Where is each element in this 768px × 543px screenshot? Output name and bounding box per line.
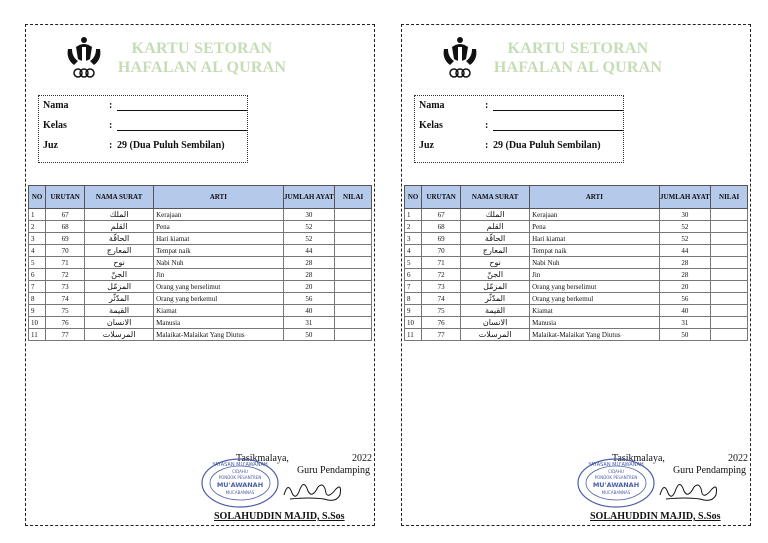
- signature-place: Tasikmalaya,: [236, 453, 289, 464]
- table-header-row: [405, 186, 748, 209]
- kelas-colon: :: [485, 120, 489, 131]
- stamp-icon: [200, 457, 280, 509]
- table-row: [405, 209, 748, 221]
- row-urutan: 76: [46, 317, 85, 329]
- row-arti: Nabi Nuh: [530, 257, 659, 269]
- signature-name: SOLAHUDDIN MAJID, S.Sos: [590, 511, 721, 522]
- stamp-ring-text: YAYASAN MU'AWANAH: [588, 462, 644, 468]
- row-nama-surat: المرسلات: [461, 329, 530, 341]
- row-nilai-cell[interactable]: [711, 245, 748, 257]
- row-no: 7: [29, 281, 46, 293]
- signature-place: Tasikmalaya,: [612, 453, 665, 464]
- table-row: [405, 269, 748, 281]
- nama-field[interactable]: [493, 110, 623, 111]
- row-nilai-cell[interactable]: [335, 329, 372, 341]
- row-urutan: 75: [422, 305, 461, 317]
- row-no: 6: [29, 269, 46, 281]
- row-no: 7: [405, 281, 422, 293]
- row-arti: Kerajaan: [154, 209, 283, 221]
- signature-scribble-icon: [656, 477, 726, 503]
- table-row: [405, 221, 748, 233]
- row-nilai-cell[interactable]: [335, 281, 372, 293]
- juz-colon: :: [485, 140, 489, 151]
- header-no: NO: [29, 186, 46, 209]
- row-jumlah-ayat: 52: [283, 221, 335, 233]
- row-no: 2: [29, 221, 46, 233]
- row-urutan: 72: [46, 269, 85, 281]
- row-arti: Kiamat: [530, 305, 659, 317]
- row-urutan: 69: [46, 233, 85, 245]
- row-urutan: 74: [422, 293, 461, 305]
- row-jumlah-ayat: 20: [659, 281, 711, 293]
- row-arti: Pena: [154, 221, 283, 233]
- table-row: [405, 305, 748, 317]
- row-urutan: 73: [46, 281, 85, 293]
- table-row: [405, 281, 748, 293]
- row-arti: Hari kiamat: [154, 233, 283, 245]
- row-nama-surat: القلم: [461, 221, 530, 233]
- card-title: [112, 39, 292, 77]
- row-nilai-cell[interactable]: [335, 305, 372, 317]
- juz-value: 29 (Dua Puluh Sembilan): [117, 140, 225, 151]
- nama-colon: :: [109, 100, 113, 111]
- table-row: [29, 329, 372, 341]
- row-jumlah-ayat: 31: [283, 317, 335, 329]
- row-arti: Orang yang berselimut: [530, 281, 659, 293]
- row-nilai-cell[interactable]: [335, 209, 372, 221]
- signature-role: Guru Pendamping: [296, 465, 370, 476]
- row-urutan: 71: [422, 257, 461, 269]
- row-jumlah-ayat: 52: [659, 233, 711, 245]
- row-nama-surat: المعارج: [461, 245, 530, 257]
- row-nilai-cell[interactable]: [711, 257, 748, 269]
- row-nilai-cell[interactable]: [335, 257, 372, 269]
- row-arti: Orang yang berkemul: [154, 293, 283, 305]
- row-arti: Tempat naik: [530, 245, 659, 257]
- row-urutan: 77: [46, 329, 85, 341]
- row-arti: Malaikat-Malaikat Yang Diutus: [530, 329, 659, 341]
- signature-role: Guru Pendamping: [672, 465, 746, 476]
- row-nama-surat: الانسان: [85, 317, 154, 329]
- row-urutan: 67: [46, 209, 85, 221]
- row-arti: Manusia: [530, 317, 659, 329]
- table-row: [405, 329, 748, 341]
- table-row: [405, 245, 748, 257]
- stamp-center-text: MU'AWANAH: [592, 481, 640, 489]
- nama-label: Nama: [419, 100, 445, 111]
- nama-label: Nama: [43, 100, 69, 111]
- row-arti: Nabi Nuh: [154, 257, 283, 269]
- table-row: [29, 293, 372, 305]
- row-urutan: 70: [46, 245, 85, 257]
- stamp-top-line: CIDAHU: [608, 469, 624, 474]
- stamp-middle-line: PONDOK PESANTREN: [218, 475, 262, 480]
- row-jumlah-ayat: 40: [283, 305, 335, 317]
- table-row: [29, 317, 372, 329]
- stamp-top-line: CIDAHU: [232, 469, 248, 474]
- row-urutan: 75: [46, 305, 85, 317]
- row-urutan: 77: [422, 329, 461, 341]
- emblem-icon: [64, 35, 104, 81]
- card-left: [25, 24, 375, 526]
- row-nilai-cell[interactable]: [335, 269, 372, 281]
- row-no: 5: [405, 257, 422, 269]
- row-no: 3: [29, 233, 46, 245]
- row-urutan: 67: [422, 209, 461, 221]
- row-urutan: 70: [422, 245, 461, 257]
- surah-table: [404, 185, 748, 341]
- table-row: [405, 317, 748, 329]
- row-no: 8: [29, 293, 46, 305]
- row-nama-surat: نوح: [461, 257, 530, 269]
- row-no: 1: [29, 209, 46, 221]
- row-arti: Orang yang berkemul: [530, 293, 659, 305]
- table-body: [405, 209, 748, 341]
- table-row: [405, 293, 748, 305]
- kelas-field[interactable]: [117, 130, 247, 131]
- row-no: 11: [29, 329, 46, 341]
- title-line-1: KARTU SETORAN: [131, 40, 273, 57]
- row-arti: Malaikat-Malaikat Yang Diutus: [154, 329, 283, 341]
- row-jumlah-ayat: 52: [659, 221, 711, 233]
- stamp-ring-text: YAYASAN MU'AWANAH: [212, 462, 268, 468]
- row-urutan: 73: [422, 281, 461, 293]
- table-row: [29, 281, 372, 293]
- row-no: 8: [405, 293, 422, 305]
- row-no: 4: [29, 245, 46, 257]
- row-jumlah-ayat: 56: [659, 293, 711, 305]
- row-arti: Hari kiamat: [530, 233, 659, 245]
- row-nilai-cell[interactable]: [335, 317, 372, 329]
- row-nama-surat: الملك: [461, 209, 530, 221]
- row-nama-surat: المزمّل: [85, 281, 154, 293]
- header-urutan: URUTAN: [422, 186, 461, 209]
- table-header-row: [29, 186, 372, 209]
- row-nilai-cell[interactable]: [711, 281, 748, 293]
- row-jumlah-ayat: 28: [283, 269, 335, 281]
- row-nilai-cell[interactable]: [711, 209, 748, 221]
- row-arti: Pena: [530, 221, 659, 233]
- table-row: [29, 233, 372, 245]
- juz-label: Juz: [419, 140, 434, 151]
- title-line-1: KARTU SETORAN: [507, 40, 649, 57]
- title-line-2: HAFALAN AL QURAN: [117, 59, 287, 76]
- row-nilai-cell[interactable]: [711, 293, 748, 305]
- row-nama-surat: القلم: [85, 221, 154, 233]
- row-nama-surat: الحاقّة: [85, 233, 154, 245]
- row-urutan: 71: [46, 257, 85, 269]
- row-nama-surat: القيمة: [461, 305, 530, 317]
- row-arti: Kerajaan: [530, 209, 659, 221]
- header-nilai: NILAI: [335, 186, 372, 209]
- row-nilai-cell[interactable]: [711, 305, 748, 317]
- row-jumlah-ayat: 20: [283, 281, 335, 293]
- row-nilai-cell[interactable]: [711, 221, 748, 233]
- signature-year: 2022: [728, 453, 748, 464]
- row-jumlah-ayat: 44: [283, 245, 335, 257]
- row-jumlah-ayat: 30: [283, 209, 335, 221]
- row-nama-surat: الانسان: [461, 317, 530, 329]
- table-row: [29, 305, 372, 317]
- row-no: 10: [29, 317, 46, 329]
- row-no: 10: [405, 317, 422, 329]
- row-jumlah-ayat: 28: [283, 257, 335, 269]
- signature-scribble-icon: [280, 477, 350, 503]
- row-no: 9: [29, 305, 46, 317]
- row-nama-surat: القيمة: [85, 305, 154, 317]
- student-info-box: [414, 95, 624, 163]
- row-no: 11: [405, 329, 422, 341]
- juz-label: Juz: [43, 140, 58, 151]
- row-nama-surat: المدّثّر: [85, 293, 154, 305]
- row-arti: Tempat naik: [154, 245, 283, 257]
- row-arti: Jin: [530, 269, 659, 281]
- table-row: [405, 257, 748, 269]
- stamp-icon: [576, 457, 656, 509]
- row-nama-surat: الحاقّة: [461, 233, 530, 245]
- row-arti: Orang yang berselimut: [154, 281, 283, 293]
- header-nama-surat: NAMA SURAT: [85, 186, 154, 209]
- table-row: [29, 269, 372, 281]
- row-nama-surat: المعارج: [85, 245, 154, 257]
- juz-colon: :: [109, 140, 113, 151]
- row-nilai-cell[interactable]: [711, 233, 748, 245]
- header-arti: ARTI: [154, 186, 283, 209]
- row-jumlah-ayat: 56: [283, 293, 335, 305]
- nama-colon: :: [485, 100, 489, 111]
- table-row: [29, 245, 372, 257]
- row-nilai-cell[interactable]: [335, 245, 372, 257]
- header-nama-surat: NAMA SURAT: [461, 186, 530, 209]
- stamp-middle-line: PONDOK PESANTREN: [594, 475, 638, 480]
- row-nama-surat: الجنّ: [461, 269, 530, 281]
- row-nilai-cell[interactable]: [335, 293, 372, 305]
- row-no: 9: [405, 305, 422, 317]
- table-body: [29, 209, 372, 341]
- row-arti: Jin: [154, 269, 283, 281]
- kelas-label: Kelas: [419, 120, 443, 131]
- row-no: 3: [405, 233, 422, 245]
- row-jumlah-ayat: 28: [659, 257, 711, 269]
- row-nilai-cell[interactable]: [711, 329, 748, 341]
- row-nilai-cell[interactable]: [335, 221, 372, 233]
- row-no: 2: [405, 221, 422, 233]
- row-nama-surat: نوح: [85, 257, 154, 269]
- row-nilai-cell[interactable]: [335, 233, 372, 245]
- row-jumlah-ayat: 50: [283, 329, 335, 341]
- row-nama-surat: المزمّل: [461, 281, 530, 293]
- student-info-box: [38, 95, 248, 163]
- surah-table: [28, 185, 372, 341]
- row-arti: Kiamat: [154, 305, 283, 317]
- row-nama-surat: المدّثّر: [461, 293, 530, 305]
- kelas-field[interactable]: [493, 130, 623, 131]
- row-urutan: 68: [46, 221, 85, 233]
- row-no: 6: [405, 269, 422, 281]
- table-row: [29, 257, 372, 269]
- row-nama-surat: الجنّ: [85, 269, 154, 281]
- row-jumlah-ayat: 50: [659, 329, 711, 341]
- juz-value: 29 (Dua Puluh Sembilan): [493, 140, 601, 151]
- stamp-center-text: MU'AWANAH: [216, 481, 264, 489]
- header-no: NO: [405, 186, 422, 209]
- row-urutan: 69: [422, 233, 461, 245]
- table-row: [405, 233, 748, 245]
- row-nilai-cell[interactable]: [711, 269, 748, 281]
- row-no: 5: [29, 257, 46, 269]
- stamp-bottom-line: MUCABANNAS: [601, 490, 631, 495]
- card-title: [488, 39, 668, 77]
- row-jumlah-ayat: 31: [659, 317, 711, 329]
- row-urutan: 68: [422, 221, 461, 233]
- row-nama-surat: المرسلات: [85, 329, 154, 341]
- row-jumlah-ayat: 30: [659, 209, 711, 221]
- header-arti: ARTI: [530, 186, 659, 209]
- row-jumlah-ayat: 52: [283, 233, 335, 245]
- row-jumlah-ayat: 40: [659, 305, 711, 317]
- row-urutan: 74: [46, 293, 85, 305]
- row-urutan: 72: [422, 269, 461, 281]
- card-right: [401, 24, 751, 526]
- header-jumlah-ayat: JUMLAH AYAT: [659, 186, 711, 209]
- row-urutan: 76: [422, 317, 461, 329]
- kelas-label: Kelas: [43, 120, 67, 131]
- header-nilai: NILAI: [711, 186, 748, 209]
- signature-name: SOLAHUDDIN MAJID, S.Sos: [214, 511, 345, 522]
- table-row: [29, 209, 372, 221]
- kelas-colon: :: [109, 120, 113, 131]
- row-no: 4: [405, 245, 422, 257]
- row-nama-surat: الملك: [85, 209, 154, 221]
- header-urutan: URUTAN: [46, 186, 85, 209]
- row-jumlah-ayat: 28: [659, 269, 711, 281]
- table-row: [29, 221, 372, 233]
- row-nilai-cell[interactable]: [711, 317, 748, 329]
- nama-field[interactable]: [117, 110, 247, 111]
- row-jumlah-ayat: 44: [659, 245, 711, 257]
- stamp-bottom-line: MUCABANNAS: [225, 490, 255, 495]
- row-no: 1: [405, 209, 422, 221]
- row-arti: Manusia: [154, 317, 283, 329]
- title-line-2: HAFALAN AL QURAN: [493, 59, 663, 76]
- header-jumlah-ayat: JUMLAH AYAT: [283, 186, 335, 209]
- emblem-icon: [440, 35, 480, 81]
- signature-year: 2022: [352, 453, 372, 464]
